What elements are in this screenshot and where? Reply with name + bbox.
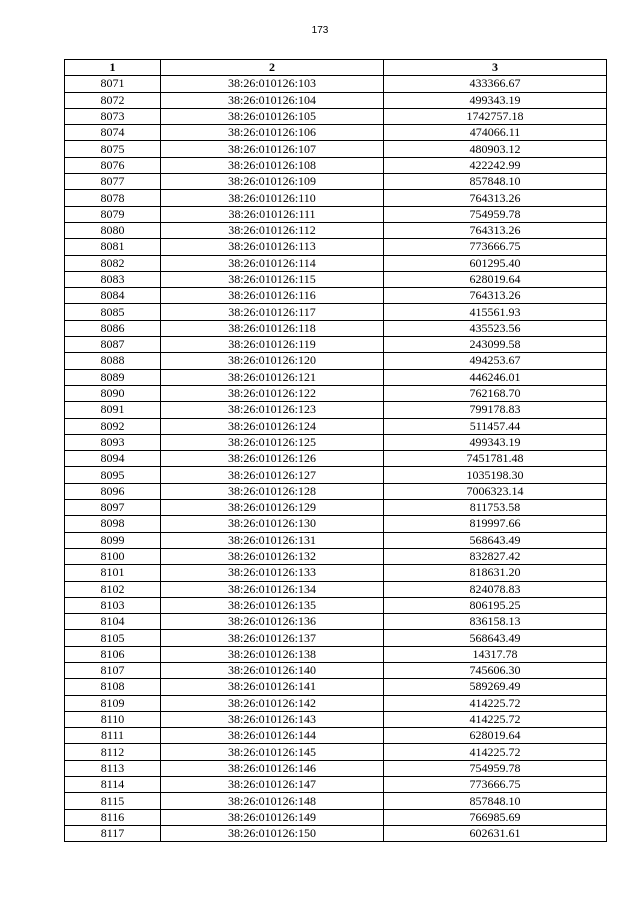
row-number-cell: 8076 xyxy=(65,157,161,173)
cadastral-number-cell: 38:26:010126:116 xyxy=(161,288,384,304)
table-row xyxy=(65,597,607,613)
cadastral-number-cell: 38:26:010126:121 xyxy=(161,369,384,385)
row-number-cell: 8098 xyxy=(65,516,161,532)
value-cell: 7451781.48 xyxy=(384,451,607,467)
row-number-cell: 8089 xyxy=(65,369,161,385)
table-row xyxy=(65,809,607,825)
value-cell: 806195.25 xyxy=(384,597,607,613)
row-number-cell: 8077 xyxy=(65,174,161,190)
row-number-cell: 8115 xyxy=(65,793,161,809)
value-cell: 764313.26 xyxy=(384,222,607,238)
cadastral-number-cell: 38:26:010126:122 xyxy=(161,385,384,401)
table-row xyxy=(65,288,607,304)
table-row xyxy=(65,777,607,793)
value-cell: 511457.44 xyxy=(384,418,607,434)
table-row xyxy=(65,614,607,630)
table-row xyxy=(65,565,607,581)
cadastral-number-cell: 38:26:010126:118 xyxy=(161,320,384,336)
value-cell: 766985.69 xyxy=(384,809,607,825)
value-cell: 568643.49 xyxy=(384,532,607,548)
table-body xyxy=(65,76,607,842)
table-row xyxy=(65,548,607,564)
row-number-cell: 8087 xyxy=(65,337,161,353)
table-row xyxy=(65,108,607,124)
cadastral-number-cell: 38:26:010126:115 xyxy=(161,271,384,287)
table-row xyxy=(65,760,607,776)
table-row xyxy=(65,222,607,238)
value-cell: 435523.56 xyxy=(384,320,607,336)
cadastral-number-cell: 38:26:010126:125 xyxy=(161,434,384,450)
row-number-cell: 8104 xyxy=(65,614,161,630)
cadastral-number-cell: 38:26:010126:111 xyxy=(161,206,384,222)
row-number-cell: 8074 xyxy=(65,125,161,141)
cadastral-number-cell: 38:26:010126:105 xyxy=(161,108,384,124)
value-cell: 811753.58 xyxy=(384,500,607,516)
value-cell: 602631.61 xyxy=(384,825,607,841)
cadastral-number-cell: 38:26:010126:113 xyxy=(161,239,384,255)
row-number-cell: 8103 xyxy=(65,597,161,613)
value-cell: 414225.72 xyxy=(384,695,607,711)
table-row xyxy=(65,271,607,287)
table-row xyxy=(65,337,607,353)
column-header-1: 1 xyxy=(65,60,161,76)
cadastral-number-cell: 38:26:010126:103 xyxy=(161,76,384,92)
row-number-cell: 8080 xyxy=(65,222,161,238)
table-row xyxy=(65,500,607,516)
value-cell: 243099.58 xyxy=(384,337,607,353)
table-row xyxy=(65,728,607,744)
value-cell: 433366.67 xyxy=(384,76,607,92)
row-number-cell: 8082 xyxy=(65,255,161,271)
row-number-cell: 8094 xyxy=(65,451,161,467)
cadastral-number-cell: 38:26:010126:132 xyxy=(161,548,384,564)
table-row xyxy=(65,125,607,141)
row-number-cell: 8092 xyxy=(65,418,161,434)
row-number-cell: 8088 xyxy=(65,353,161,369)
cadastral-number-cell: 38:26:010126:150 xyxy=(161,825,384,841)
cadastral-number-cell: 38:26:010126:114 xyxy=(161,255,384,271)
value-cell: 745606.30 xyxy=(384,662,607,678)
table-row xyxy=(65,255,607,271)
row-number-cell: 8075 xyxy=(65,141,161,157)
table-row xyxy=(65,157,607,173)
row-number-cell: 8109 xyxy=(65,695,161,711)
cadastral-number-cell: 38:26:010126:145 xyxy=(161,744,384,760)
value-cell: 818631.20 xyxy=(384,565,607,581)
value-cell: 824078.83 xyxy=(384,581,607,597)
table-row xyxy=(65,239,607,255)
value-cell: 832827.42 xyxy=(384,548,607,564)
value-cell: 499343.19 xyxy=(384,92,607,108)
table-row xyxy=(65,385,607,401)
value-cell: 773666.75 xyxy=(384,777,607,793)
table-row xyxy=(65,434,607,450)
row-number-cell: 8099 xyxy=(65,532,161,548)
value-cell: 415561.93 xyxy=(384,304,607,320)
value-cell: 762168.70 xyxy=(384,385,607,401)
row-number-cell: 8071 xyxy=(65,76,161,92)
table-row xyxy=(65,662,607,678)
value-cell: 7006323.14 xyxy=(384,483,607,499)
table-row xyxy=(65,304,607,320)
row-number-cell: 8107 xyxy=(65,662,161,678)
value-cell: 589269.49 xyxy=(384,679,607,695)
table-row xyxy=(65,451,607,467)
cadastral-number-cell: 38:26:010126:124 xyxy=(161,418,384,434)
row-number-cell: 8095 xyxy=(65,467,161,483)
row-number-cell: 8072 xyxy=(65,92,161,108)
value-cell: 836158.13 xyxy=(384,614,607,630)
cadastral-number-cell: 38:26:010126:141 xyxy=(161,679,384,695)
cadastral-number-cell: 38:26:010126:119 xyxy=(161,337,384,353)
row-number-cell: 8116 xyxy=(65,809,161,825)
value-cell: 857848.10 xyxy=(384,174,607,190)
value-cell: 819997.66 xyxy=(384,516,607,532)
row-number-cell: 8102 xyxy=(65,581,161,597)
table-row xyxy=(65,483,607,499)
value-cell: 480903.12 xyxy=(384,141,607,157)
table-row xyxy=(65,76,607,92)
cadastral-number-cell: 38:26:010126:123 xyxy=(161,402,384,418)
table-row xyxy=(65,793,607,809)
row-number-cell: 8106 xyxy=(65,646,161,662)
cadastral-number-cell: 38:26:010126:117 xyxy=(161,304,384,320)
cadastral-number-cell: 38:26:010126:112 xyxy=(161,222,384,238)
table-row xyxy=(65,825,607,841)
row-number-cell: 8084 xyxy=(65,288,161,304)
row-number-cell: 8110 xyxy=(65,711,161,727)
table-row xyxy=(65,679,607,695)
value-cell: 14317.78 xyxy=(384,646,607,662)
cadastral-number-cell: 38:26:010126:138 xyxy=(161,646,384,662)
table-row xyxy=(65,92,607,108)
cadastral-number-cell: 38:26:010126:142 xyxy=(161,695,384,711)
row-number-cell: 8085 xyxy=(65,304,161,320)
table-row xyxy=(65,320,607,336)
row-number-cell: 8090 xyxy=(65,385,161,401)
value-cell: 422242.99 xyxy=(384,157,607,173)
value-cell: 754959.78 xyxy=(384,206,607,222)
table-row xyxy=(65,532,607,548)
table-row xyxy=(65,516,607,532)
cadastral-number-cell: 38:26:010126:106 xyxy=(161,125,384,141)
cadastral-number-cell: 38:26:010126:140 xyxy=(161,662,384,678)
value-cell: 628019.64 xyxy=(384,728,607,744)
value-cell: 799178.83 xyxy=(384,402,607,418)
cadastral-number-cell: 38:26:010126:130 xyxy=(161,516,384,532)
table-row xyxy=(65,190,607,206)
cadastral-number-cell: 38:26:010126:109 xyxy=(161,174,384,190)
cadastral-number-cell: 38:26:010126:108 xyxy=(161,157,384,173)
cadastral-number-cell: 38:26:010126:107 xyxy=(161,141,384,157)
row-number-cell: 8093 xyxy=(65,434,161,450)
cadastral-number-cell: 38:26:010126:127 xyxy=(161,467,384,483)
table-row xyxy=(65,646,607,662)
table-row xyxy=(65,174,607,190)
table-row xyxy=(65,630,607,646)
data-table xyxy=(64,59,607,842)
row-number-cell: 8081 xyxy=(65,239,161,255)
cadastral-number-cell: 38:26:010126:146 xyxy=(161,760,384,776)
value-cell: 414225.72 xyxy=(384,744,607,760)
row-number-cell: 8086 xyxy=(65,320,161,336)
cadastral-number-cell: 38:26:010126:120 xyxy=(161,353,384,369)
value-cell: 773666.75 xyxy=(384,239,607,255)
cadastral-number-cell: 38:26:010126:133 xyxy=(161,565,384,581)
column-header-2: 2 xyxy=(161,60,384,76)
value-cell: 446246.01 xyxy=(384,369,607,385)
cadastral-number-cell: 38:26:010126:148 xyxy=(161,793,384,809)
table-row xyxy=(65,141,607,157)
row-number-cell: 8108 xyxy=(65,679,161,695)
row-number-cell: 8097 xyxy=(65,500,161,516)
page-number: 173 xyxy=(311,25,329,36)
row-number-cell: 8096 xyxy=(65,483,161,499)
value-cell: 601295.40 xyxy=(384,255,607,271)
value-cell: 414225.72 xyxy=(384,711,607,727)
value-cell: 628019.64 xyxy=(384,271,607,287)
table-row xyxy=(65,695,607,711)
value-cell: 857848.10 xyxy=(384,793,607,809)
row-number-cell: 8079 xyxy=(65,206,161,222)
value-cell: 764313.26 xyxy=(384,190,607,206)
row-number-cell: 8073 xyxy=(65,108,161,124)
cadastral-number-cell: 38:26:010126:143 xyxy=(161,711,384,727)
row-number-cell: 8113 xyxy=(65,760,161,776)
row-number-cell: 8083 xyxy=(65,271,161,287)
row-number-cell: 8105 xyxy=(65,630,161,646)
row-number-cell: 8091 xyxy=(65,402,161,418)
table-row xyxy=(65,581,607,597)
row-number-cell: 8101 xyxy=(65,565,161,581)
table-row xyxy=(65,711,607,727)
value-cell: 754959.78 xyxy=(384,760,607,776)
table-row xyxy=(65,418,607,434)
cadastral-number-cell: 38:26:010126:104 xyxy=(161,92,384,108)
value-cell: 474066.11 xyxy=(384,125,607,141)
value-cell: 568643.49 xyxy=(384,630,607,646)
table-header-row xyxy=(65,60,607,76)
cadastral-number-cell: 38:26:010126:110 xyxy=(161,190,384,206)
value-cell: 499343.19 xyxy=(384,434,607,450)
value-cell: 494253.67 xyxy=(384,353,607,369)
table-row xyxy=(65,467,607,483)
row-number-cell: 8114 xyxy=(65,777,161,793)
value-cell: 1035198.30 xyxy=(384,467,607,483)
cadastral-number-cell: 38:26:010126:135 xyxy=(161,597,384,613)
cadastral-number-cell: 38:26:010126:136 xyxy=(161,614,384,630)
column-header-3: 3 xyxy=(384,60,607,76)
row-number-cell: 8112 xyxy=(65,744,161,760)
cadastral-number-cell: 38:26:010126:126 xyxy=(161,451,384,467)
cadastral-number-cell: 38:26:010126:134 xyxy=(161,581,384,597)
row-number-cell: 8100 xyxy=(65,548,161,564)
cadastral-number-cell: 38:26:010126:128 xyxy=(161,483,384,499)
cadastral-number-cell: 38:26:010126:147 xyxy=(161,777,384,793)
row-number-cell: 8117 xyxy=(65,825,161,841)
cadastral-number-cell: 38:26:010126:131 xyxy=(161,532,384,548)
cadastral-number-cell: 38:26:010126:144 xyxy=(161,728,384,744)
table-row xyxy=(65,369,607,385)
cadastral-number-cell: 38:26:010126:137 xyxy=(161,630,384,646)
row-number-cell: 8078 xyxy=(65,190,161,206)
value-cell: 764313.26 xyxy=(384,288,607,304)
value-cell: 1742757.18 xyxy=(384,108,607,124)
table-row xyxy=(65,402,607,418)
table-row xyxy=(65,744,607,760)
table-row xyxy=(65,353,607,369)
table-row xyxy=(65,206,607,222)
cadastral-number-cell: 38:26:010126:129 xyxy=(161,500,384,516)
cadastral-number-cell: 38:26:010126:149 xyxy=(161,809,384,825)
row-number-cell: 8111 xyxy=(65,728,161,744)
